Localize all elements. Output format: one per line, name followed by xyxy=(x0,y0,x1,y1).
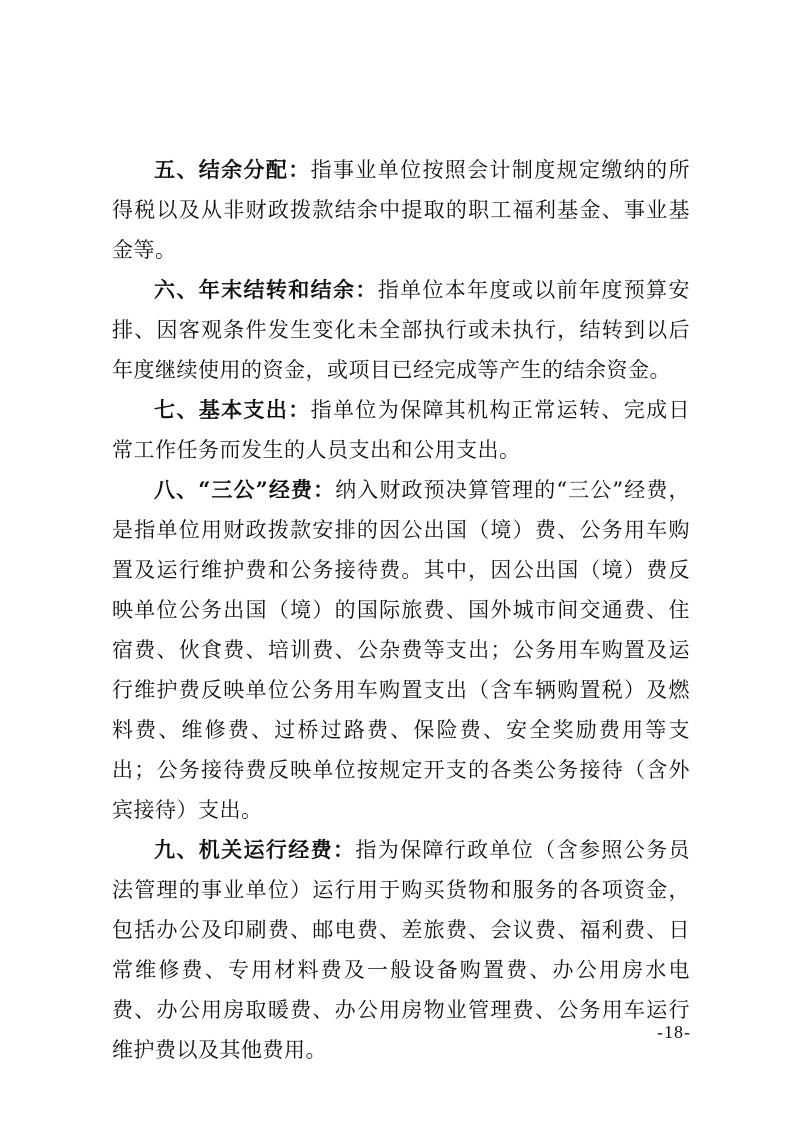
paragraph-year-end-carryover xyxy=(112,270,690,390)
page-number: -18- xyxy=(657,1022,691,1042)
term-heading: 六、年末结转和结余： xyxy=(154,277,378,302)
paragraph-three-public-expenses xyxy=(112,470,690,830)
term-definition: 指单位为保障其机构正常运转、完成日常工作任务而发生的人员支出和公用支出。 xyxy=(112,398,691,462)
term-definition: 指单位本年度或以前年度预算安排、因客观条件发生变化未全部执行或未执行，结转到以后年度继续使用的资金，或项目已经完成等产生的结余资金。 xyxy=(112,278,691,382)
paragraph-basic-expenditure xyxy=(112,390,690,470)
term-definition: 指为保障行政单位（含参照公务员法管理的事业单位）运行用于购买货物和服务的各项资金，包括办公及印刷费、邮电费、差旅费、会议费、福利费、日常维修费、专用材料费及一般设备购置费、办公用房水电费、办公用房取暖费、办公用房物业管理费、公务用车运行维护费以及其他费用。 xyxy=(112,838,691,1062)
term-definition: 指事业单位按照会计制度规定缴纳的所得税以及从非财政拨款结余中提取的职工福利基金、事业基金等。 xyxy=(112,158,691,262)
term-heading: 七、基本支出： xyxy=(154,397,311,422)
term-heading: 五、结余分配： xyxy=(154,157,311,182)
term-heading: 八、“三公”经费： xyxy=(154,477,336,502)
term-heading: 九、机关运行经费： xyxy=(154,837,356,862)
paragraph-surplus-distribution xyxy=(112,150,690,270)
paragraph-agency-operating-expenses xyxy=(112,830,690,1070)
term-definition: 纳入财政预决算管理的“三公”经费，是指单位用财政拨款安排的因公出国（境）费、公务用车购置及运行维护费和公务接待费。其中，因公出国（境）费反映单位公务出国（境）的国际旅费、国外城市间交通费、住宿费、伙食费、培训费、公杂费等支出；公务用车购置及运行维护费反映单位公务用车购置支出（含车辆购置税）及燃料费、维修费、过桥过路费、保险费、安全奖励费用等支出；公务接待费反映单位按规定开支的各类公务接待（含外宾接待）支出。 xyxy=(112,478,690,822)
document-body xyxy=(112,150,690,1070)
